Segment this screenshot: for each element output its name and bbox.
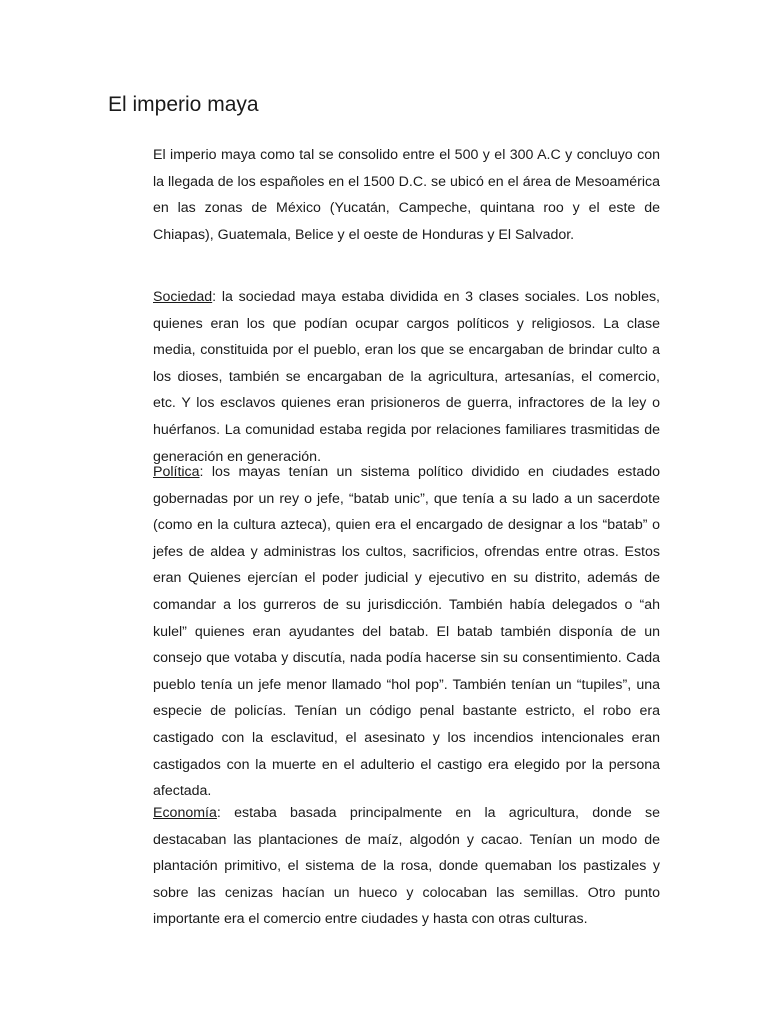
economia-heading: Economía [153,805,217,821]
politica-paragraph [153,459,660,805]
sociedad-heading: Sociedad [153,289,213,305]
economia-text: : estaba basada principalmente en la agricultura, donde se destacaban las plantaciones de maíz, algodón y cacao. Tenían un modo de plantación primitivo, el sistema de la rosa, donde quemaban los pastizales y sobre las cenizas hacían un hueco y colocaban las semillas. Otro punto importante era el comercio entre ciudades y hasta con otras culturas. [153,805,660,928]
politica-text: : los mayas tenían un sistema político dividido en ciudades estado gobernadas por un rey o jefe, “batab unic”, que tenía a su lado a un sacerdote (como en la cultura azteca), quien era el encargado de designar a los “batab” o jefes de aldea y administras los cultos, sacrificios, ofrendas entre otras. Estos eran Quienes ejercían el poder judicial y ejecutivo en su distrito, además de comandar a los gurreros de su jurisdicción. También había delegados o “ah kulel” quienes eran ayudantes del batab. El batab también disponía de un consejo que votaba y discutía, nada podía hacerse sin su consentimiento. Cada pueblo tenía un jefe menor llamado “hol pop”. También tenían un “tupiles”, una especie de policías. Tenían un código penal bastante estricto, el robo era castigado con la esclavitud, el asesinato y los incendios intencionales eran castigados con la muerte en el adulterio el castigo era elegido por la persona afectada. [153,464,660,800]
politica-heading: Política [153,464,200,480]
sociedad-text: : la sociedad maya estaba dividida en 3 clases sociales. Los nobles, quienes eran los que podían ocupar cargos políticos y religiosos. La clase media, constituida por el pueblo, eran los que se encargaban de brindar culto a los dioses, también se encargaban de la agricultura, artesanías, el comercio, etc. Y los esclavos quienes eran prisioneros de guerra, infractores de la ley o huérfanos. La comunidad estaba regida por relaciones familiares trasmitidas de generación en generación. [153,289,660,465]
sociedad-paragraph [153,284,660,470]
page-title: El imperio maya [108,93,259,116]
economia-paragraph [153,800,660,933]
intro-paragraph: El imperio maya como tal se consolido entre el 500 y el 300 A.C y concluyo con la llegada de los españoles en el 1500 D.C. se ubicó en el área de Mesoamérica en las zonas de México (Yucatán, Campeche, quintana roo y el este de Chiapas), Guatemala, Belice y el oeste de Honduras y El Salvador. [153,147,660,243]
